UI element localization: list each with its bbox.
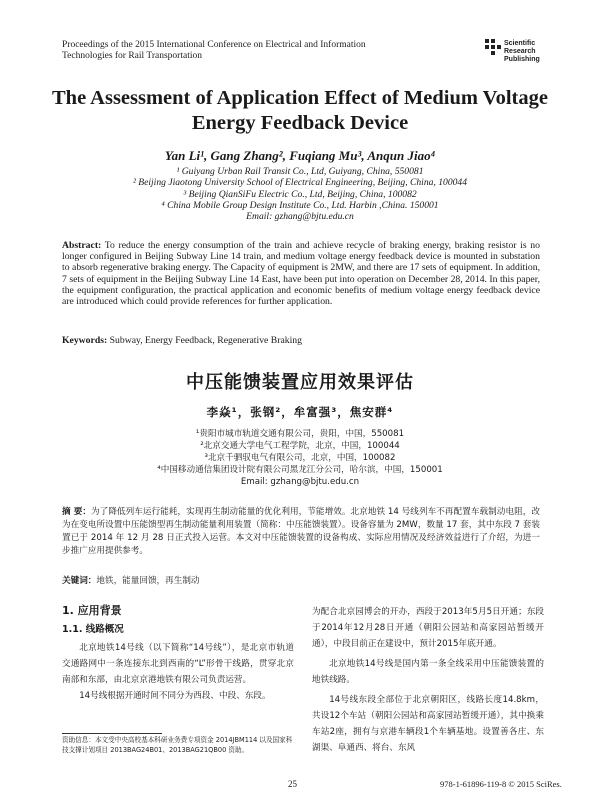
logo-line: Scientific [504, 40, 536, 47]
publisher-logo [484, 38, 554, 70]
contact-email: Email: gzhang@bjtu.edu.cn [246, 211, 354, 223]
keywords [62, 335, 540, 346]
paper-title: The Assessment of Application Effect of Medium Voltage Energy Feedback Device [52, 87, 548, 134]
body-paragraph: 北京地铁14号线是国内第一条全线采用中压能馈装置的地铁线路。 [312, 659, 544, 685]
keywords-text: Subway, Energy Feedback, Regenerative Braking [109, 335, 302, 346]
affiliation: ⁴ China Mobile Group Design Institute Co., Ltd. Harbin ,China. 150001 [161, 199, 439, 211]
cn-title: 中压能馈装置应用效果评估 [186, 372, 414, 393]
body-column-right [312, 604, 544, 756]
cn-affiliation: ³北京千驷驭电气有限公司，北京，中国，100082 [204, 453, 396, 463]
body-paragraph: 为配合北京园博会的开办，西段于2013年5月5日开通；东段于2014年12月28日开通（朝阳公园站和高家园站暂缓开通），中段目前正在建设中，预计2015年底开通。 [312, 607, 544, 649]
subsection-heading: 1.1. 线路概况 [62, 624, 124, 635]
isbn-copyright: 978-1-61896-119-8 © 2015 SciRes. [440, 779, 562, 789]
footnote-divider [62, 733, 162, 734]
cn-affiliation: ¹贵阳市城市轨道交通有限公司，贵阳，中国，550081 [195, 429, 405, 439]
cn-contact-email: Email: gzhang@bjtu.edu.cn [240, 477, 360, 487]
cn-abstract-text: 为了降低列车运行能耗，实现再生制动能量的优化利用，节能增效。北京地铁 14 号线列车不再配置车载制动电阻，改为在变电所设置中压能馈型再生制动能量利用装置（简称：中压能馈装置）。设备容量为 2MW，数量 17 套，其中东段 7 套装置已于 2014 年 12 月 28 日正式投入运营。本文对中压能馈装置的设备构成、实际应用情况及经济效益进行了介绍，为进一步推广应用提供参考。 [62, 507, 541, 556]
body-paragraph: 14号线东段全部位于北京朝阳区，线路长度14.8km，共设12个车站（朝阳公园站和高家园站暂缓开通），其中换乘车站2座，拥有与京港车辆段1个车辆基地。设置善各庄、东湖渠、阜通西、将台、东风 [312, 695, 544, 753]
cn-keywords [62, 574, 540, 586]
publisher-logo-text [504, 40, 540, 64]
cn-affiliation: ²北京交通大学电气工程学院，北京，中国，100044 [200, 441, 400, 451]
funding-footnote: 资助信息：本文受中央高校基本科研业务费专项资金 2014JBM114 以及国家科技支撑计划项目 2013BAG24B01、2013BAG21QB00 资助。 [62, 736, 293, 754]
cn-affiliation: ⁴中国移动通信集团设计院有限公司黑龙江分公司，哈尔滨，中国，150001 [157, 465, 443, 475]
abstract [62, 240, 540, 307]
affiliation: ² Beijing Jiaotong University School of Electrical Engineering, Beijing, China, 100044 [132, 177, 468, 189]
cn-keywords-label: 关键词： [62, 576, 97, 586]
cn-abstract-label: 摘 要： [62, 507, 92, 517]
page-number: 25 [288, 779, 297, 789]
body-column-left [62, 604, 294, 704]
cn-author-list: 李焱¹，张钢²，牟富强³，焦安群⁴ [206, 405, 394, 419]
body-paragraph: 14号线根据开通时间不同分为西段、中段、东段。 [79, 691, 271, 701]
section-heading: 1. 应用背景 [62, 604, 122, 617]
author-list: Yan Li¹, Gang Zhang², Fuqiang Mu³, Anqun Jiao⁴ [164, 148, 436, 163]
proceedings-header: Proceedings of the 2015 International Conference on Electrical and Information Technologies for Rail Transportation [62, 40, 366, 61]
abstract-label: Abstract: [62, 240, 102, 251]
abstract-text: To reduce the energy consumption of the train and achieve recycle of braking energy, braking resistor is no longer configured in Beijing Subway Line 14 train, and medium voltage energy feedback device is mounted in substation to absorb regenerative braking energy. The Capacity of equipment is 2MW, and there are 17 sets of equipment. In addition, 7 sets of equipment in the Beijing Subway Line 14 East, have been put into operation on December 28, 2014. In this paper, the equipment configuration, the practical application and economic benefits of medium voltage energy feedback device are introduced which could provide references for further application. [62, 240, 540, 308]
body-paragraph: 北京地铁14号线（以下简称“14号线”），是北京市轨道交通路网中一条连接东北到西南的“L”形骨干线路，贯穿北京南部和东部，由北京京港地铁有限公司负责运营。 [62, 643, 294, 685]
logo-line: Research [504, 48, 536, 55]
publisher-logo-icon [484, 38, 502, 56]
affiliation-list [40, 166, 560, 222]
cn-abstract [62, 506, 540, 558]
affiliation: ³ Beijing QianSiFu Electric Co., Ltd, Beijing, China, 100082 [183, 188, 417, 200]
logo-line: Publishing [504, 56, 540, 63]
cn-keywords-text: 地铁，能量回馈，再生制动 [96, 576, 200, 586]
keywords-label: Keywords: [62, 335, 108, 346]
affiliation: ¹ Guiyang Urban Rail Transit Co., Ltd, Guiyang, China, 550081 [176, 166, 424, 177]
cn-affiliation-list [40, 428, 560, 488]
